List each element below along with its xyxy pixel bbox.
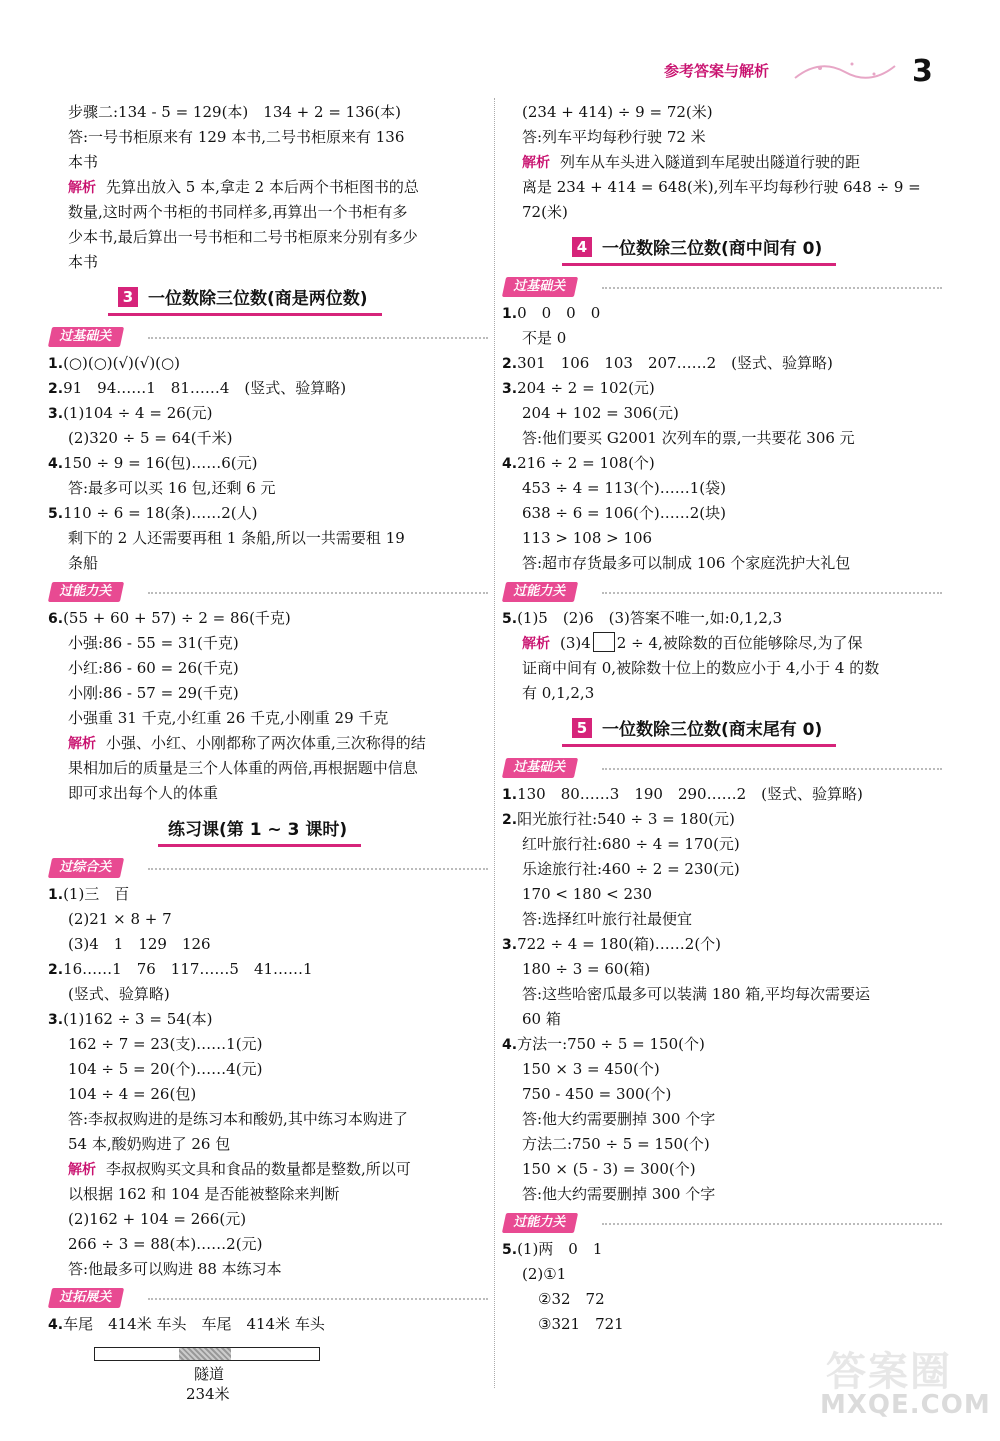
answer-text: 722 ÷ 4 = 180(箱)……2(个) — [517, 935, 722, 953]
watermark-logo: 答案圈 — [826, 1349, 952, 1395]
text-line: 本书 — [68, 153, 99, 171]
watermark — [820, 1340, 990, 1430]
level-tag: 过综合关 — [48, 858, 124, 878]
dotted-rule — [148, 337, 488, 339]
answer-text: 车尾 414米 车头 车尾 414米 车头 — [63, 1315, 325, 1333]
train-path-bar — [94, 1347, 320, 1361]
item-number: 3. — [48, 1012, 64, 1028]
answer-line: 750 - 450 = 300(个) — [522, 1085, 672, 1103]
answer-line: 方法二:750 ÷ 5 = 150(个) — [522, 1135, 710, 1153]
answer-text: (1)162 ÷ 3 = 54(本) — [63, 1010, 213, 1028]
page-number: 3 — [912, 54, 933, 89]
page-header — [640, 56, 980, 96]
jiexi-line — [502, 150, 942, 175]
answer-text: 130 80……3 190 290……2 (竖式、验算略) — [517, 785, 863, 803]
answer-line: 180 ÷ 3 = 60(箱) — [522, 960, 651, 978]
text-line: 答:一号书柜原来有 129 本书,二号书柜原来有 136 — [68, 128, 405, 146]
tag-row — [502, 1211, 942, 1235]
answer-line — [48, 351, 488, 376]
tunnel-segment — [179, 1348, 231, 1360]
tunnel-diagram — [48, 1343, 488, 1413]
answer-list — [502, 782, 942, 1207]
answer-text: 91 94……1 81……4 (竖式、验算略) — [63, 379, 347, 397]
answer-text: (1)5 (2)6 (3)答案不唯一,如:0,1,2,3 — [517, 609, 783, 627]
level-tag: 过基础关 — [502, 277, 578, 297]
section-heading-5 — [502, 712, 942, 752]
answer-line — [502, 301, 942, 326]
level-tag: 过基础关 — [502, 758, 578, 778]
watermark-url: MXQE.COM — [820, 1390, 991, 1420]
item-number: 6. — [48, 611, 64, 627]
answer-text: 110 ÷ 6 = 18(条)……2(人) — [63, 504, 258, 522]
answer-line: 104 ÷ 5 = 20(个)……4(元) — [68, 1060, 263, 1078]
answer-line: 170 < 180 < 230 — [522, 885, 653, 903]
answer-line: 红叶旅行社:680 ÷ 4 = 170(元) — [522, 835, 740, 853]
item-number: 5. — [502, 611, 518, 627]
section-title: 一位数除三位数(商末尾有 0) — [602, 720, 823, 740]
answer-line — [48, 501, 488, 526]
answer-text: 方法一:750 ÷ 5 = 150(个) — [517, 1035, 705, 1053]
answer-line: 150 × 3 = 450(个) — [522, 1060, 660, 1078]
answer-line: 答:选择红叶旅行社最便宜 — [522, 910, 693, 928]
answer-list — [502, 1237, 942, 1337]
column-divider — [494, 98, 495, 1388]
answer-line: 小刚:86 - 57 = 29(千克) — [68, 684, 239, 702]
answer-line: (2)320 ÷ 5 = 64(千米) — [68, 429, 233, 447]
jiexi-line — [48, 175, 488, 200]
item-number: 5. — [502, 1242, 518, 1258]
answer-line — [48, 606, 488, 631]
answer-line — [502, 451, 942, 476]
answer-line — [502, 351, 942, 376]
header-label: 参考答案与解析 — [664, 62, 770, 80]
item-number: 2. — [502, 812, 518, 828]
answer-line: ②32 72 — [538, 1290, 605, 1308]
blank-box-icon — [593, 632, 615, 652]
answer-line — [502, 932, 942, 957]
item-number: 5. — [48, 506, 64, 522]
item-number: 3. — [48, 406, 64, 422]
section-heading-4 — [502, 231, 942, 271]
item-number: 2. — [502, 356, 518, 372]
jiexi-tag: 解析 — [68, 180, 96, 196]
answer-line — [502, 606, 942, 631]
answer-line: 答:最多可以买 16 包,还剩 6 元 — [68, 479, 276, 497]
item-number: 4. — [48, 456, 64, 472]
answer-line: (2)①1 — [522, 1265, 567, 1283]
item-number: 4. — [48, 1317, 64, 1333]
answer-line: 104 ÷ 4 = 26(包) — [68, 1085, 197, 1103]
answer-line: 答:他们要买 G2001 次列车的票,一共要花 306 元 — [522, 429, 855, 447]
jiexi-tag: 解析 — [68, 1162, 96, 1178]
answer-line: (2)162 + 104 = 266(元) — [68, 1210, 247, 1228]
jiexi-line: 72(米) — [522, 203, 568, 221]
answer-line — [48, 957, 488, 982]
item-number: 1. — [48, 887, 64, 903]
level-tag: 过基础关 — [48, 327, 124, 347]
tag-row — [48, 580, 488, 604]
answer-line — [48, 401, 488, 426]
dotted-rule — [148, 868, 488, 870]
tag-row — [48, 1286, 488, 1310]
item-number: 3. — [502, 937, 518, 953]
level-tag: 过能力关 — [502, 582, 578, 602]
answer-list — [48, 606, 488, 806]
answer-line — [502, 376, 942, 401]
section-title-box — [562, 716, 836, 747]
item-number: 1. — [502, 306, 518, 322]
jiexi-line: 有 0,1,2,3 — [522, 684, 595, 702]
answer-line: (2)21 × 8 + 7 — [68, 910, 172, 928]
answer-line — [502, 1237, 942, 1262]
jiexi-text: 2 ÷ 4,被除数的百位能够除尽,为了保 — [616, 634, 863, 652]
answer-line — [48, 882, 488, 907]
tag-row — [502, 580, 942, 604]
answer-line: 答:他大约需要删掉 300 个字 — [522, 1110, 716, 1128]
answer-line: 204 + 102 = 306(元) — [522, 404, 679, 422]
item-number: 1. — [502, 787, 518, 803]
answer-text: (○)(○)(√)(√)(○) — [63, 354, 180, 372]
jiexi-tag: 解析 — [522, 155, 550, 171]
text-line: 步骤二:134 - 5 = 129(本) 134 + 2 = 136(本) — [68, 103, 401, 121]
jiexi-tag: 解析 — [68, 736, 96, 752]
jiexi-line: 离是 234 + 414 = 648(米),列车平均每秒行驶 648 ÷ 9 = — [522, 178, 921, 196]
answer-line: 答:超市存货最多可以制成 106 个家庭洗护大礼包 — [522, 554, 851, 572]
answer-line: 答:他大约需要删掉 300 个字 — [522, 1185, 716, 1203]
answer-line — [48, 376, 488, 401]
section-title-box — [108, 285, 382, 316]
answer-line: 60 箱 — [522, 1010, 561, 1028]
answer-line — [48, 1312, 488, 1337]
answer-line: 54 本,酸奶购进了 26 包 — [68, 1135, 231, 1153]
answer-text: (1)两 0 1 — [517, 1240, 603, 1258]
tag-row — [502, 756, 942, 780]
jiexi-line: 以根据 162 和 104 是否能被整除来判断 — [68, 1185, 340, 1203]
answer-line: 266 ÷ 3 = 88(本)……2(元) — [68, 1235, 263, 1253]
answer-text: 216 ÷ 2 = 108(个) — [517, 454, 655, 472]
dotted-rule — [602, 592, 942, 594]
answer-line — [502, 1032, 942, 1057]
section-number: 3 — [118, 287, 138, 307]
answer-line: 小强重 31 千克,小红重 26 千克,小刚重 29 千克 — [68, 709, 389, 727]
jiexi-text: 李叔叔购买文具和食品的数量都是整数,所以可 — [106, 1160, 411, 1178]
answer-text: 150 ÷ 9 = 16(包)……6(元) — [63, 454, 258, 472]
section-number: 4 — [572, 237, 592, 257]
answer-line: 答:他最多可以购进 88 本练习本 — [68, 1260, 282, 1278]
jiexi-tag: 解析 — [522, 636, 550, 652]
answer-text: (1)三 百 — [63, 885, 130, 903]
header-decoration-icon — [790, 56, 900, 86]
answer-line: 150 × (5 - 3) = 300(个) — [522, 1160, 696, 1178]
answer-line: 不是 0 — [522, 329, 567, 347]
answer-text: 0 0 0 0 — [517, 304, 601, 322]
jiexi-text: (3)4 — [560, 634, 591, 652]
answer-line: 乐途旅行社:460 ÷ 2 = 230(元) — [522, 860, 740, 878]
answer-line — [502, 807, 942, 832]
jiexi-line: 证商中间有 0,被除数十位上的数应小于 4,小于 4 的数 — [522, 659, 880, 677]
item-number: 2. — [48, 962, 64, 978]
dotted-rule — [602, 287, 942, 289]
practice-heading — [48, 812, 488, 852]
answer-list — [48, 882, 488, 1282]
answer-line — [502, 782, 942, 807]
dotted-rule — [602, 768, 942, 770]
tunnel-label: 隧道 — [194, 1365, 225, 1383]
jiexi-text: 列车从车头进入隧道到车尾驶出隧道行驶的距 — [560, 153, 861, 171]
section-title-box — [562, 235, 836, 266]
answer-text: 204 ÷ 2 = 102(元) — [517, 379, 655, 397]
level-tag: 过能力关 — [48, 582, 124, 602]
item-number: 2. — [48, 381, 64, 397]
answer-text: 阳光旅行社:540 ÷ 3 = 180(元) — [517, 810, 735, 828]
answer-list — [502, 301, 942, 576]
jiexi-text: 小强、小红、小刚都称了两次体重,三次称得的结 — [106, 734, 426, 752]
answer-line: 113 > 108 > 106 — [522, 529, 653, 547]
answer-line: 答:这些哈密瓜最多可以装满 180 箱,平均每次需要运 — [522, 985, 870, 1003]
jiexi-line: 本书 — [68, 253, 99, 271]
answer-line: 答:李叔叔购进的是练习本和酸奶,其中练习本购进了 — [68, 1110, 408, 1128]
item-number: 1. — [48, 356, 64, 372]
dotted-rule — [148, 592, 488, 594]
section-title: 一位数除三位数(商中间有 0) — [602, 239, 823, 259]
tag-row — [502, 275, 942, 299]
tunnel-length: 234米 — [186, 1385, 230, 1403]
jiexi-line: 少本书,最后算出一号书柜和二号书柜原来分别有多少 — [68, 228, 418, 246]
answer-line: 剩下的 2 人还需要再租 1 条船,所以一共需要租 19 — [68, 529, 405, 547]
jiexi-line — [48, 731, 488, 756]
tag-row — [48, 856, 488, 880]
tag-row — [48, 325, 488, 349]
text-line: (234 + 414) ÷ 9 = 72(米) — [522, 103, 713, 121]
answer-text: 16……1 76 117……5 41……1 — [63, 960, 313, 978]
item-number: 4. — [502, 1037, 518, 1053]
jiexi-text: 先算出放入 5 本,拿走 2 本后两个书柜图书的总 — [106, 178, 419, 196]
level-tag: 过拓展关 — [48, 1288, 124, 1308]
jiexi-line: 即可求出每个人的体重 — [68, 784, 219, 802]
intro-block — [48, 100, 488, 275]
section-title: 一位数除三位数(商是两位数) — [148, 289, 368, 309]
answer-line: 条船 — [68, 554, 99, 572]
answer-line — [48, 451, 488, 476]
section-heading-3 — [48, 281, 488, 321]
section-number: 5 — [572, 718, 592, 738]
answer-line: 小红:86 - 60 = 26(千克) — [68, 659, 239, 677]
item-number: 3. — [502, 381, 518, 397]
answer-line: 小强:86 - 55 = 31(千克) — [68, 634, 239, 652]
answer-line: (3)4 1 129 126 — [68, 935, 211, 953]
right-column — [502, 100, 942, 1337]
answer-line: ③321 721 — [538, 1315, 624, 1333]
answer-line: 638 ÷ 6 = 106(个)……2(块) — [522, 504, 726, 522]
answer-text: 301 106 103 207……2 (竖式、验算略) — [517, 354, 833, 372]
answer-line: 162 ÷ 7 = 23(支)……1(元) — [68, 1035, 263, 1053]
dotted-rule — [148, 1298, 488, 1300]
text-line: 答:列车平均每秒行驶 72 米 — [522, 128, 706, 146]
practice-title: 练习课(第 1 ~ 3 课时) — [158, 816, 361, 847]
answer-line — [48, 1007, 488, 1032]
jiexi-line — [502, 631, 942, 656]
answer-line: (竖式、验算略) — [68, 985, 170, 1003]
answer-list — [48, 351, 488, 576]
left-column — [48, 100, 488, 1413]
answer-text: (55 + 60 + 57) ÷ 2 = 86(千克) — [63, 609, 291, 627]
item-number: 4. — [502, 456, 518, 472]
jiexi-line: 果相加后的质量是三个人体重的两倍,再根据题中信息 — [68, 759, 418, 777]
dotted-rule — [602, 1223, 942, 1225]
jiexi-line — [48, 1157, 488, 1182]
level-tag: 过能力关 — [502, 1213, 578, 1233]
jiexi-line: 数量,这时两个书柜的书同样多,再算出一个书柜有多 — [68, 203, 408, 221]
answer-text: (1)104 ÷ 4 = 26(元) — [63, 404, 213, 422]
answer-line: 453 ÷ 4 = 113(个)……1(袋) — [522, 479, 726, 497]
